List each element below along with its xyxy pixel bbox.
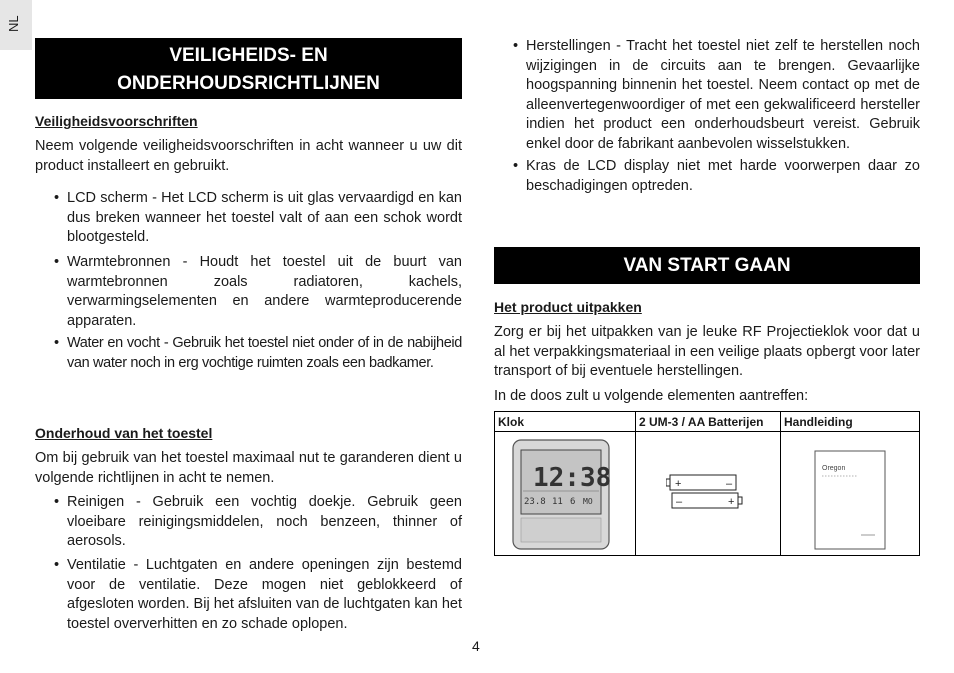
- maintenance-item-text: Ventilatie - Luchtgaten en andere openingen zijn bestemd voor de ventilatie. Deze mogen niet geblokkeerd of afgesloten worden. Bij het afsluiten van de luchtgaten kan het toestel oververhitten en zo schade oplopen.: [67, 557, 462, 632]
- manual-logo: Oregon: [822, 465, 846, 472]
- repair-item-text: Herstellingen - Tracht het toestel niet zelf te herstellen noch wijzigingen in de circuits aan te brengen. Gevaarlijke hoogspanning binnenin het toestel. Neem contact op met de alleenvertegenwoordiger of met een gekwalificeerd hersteller indien het product een onderhoudsbeurt vereist. Gebruik enkel door de fabrikant aanbevolen wisselstukken.: [526, 38, 920, 152]
- table-header-manual-label: Handleiding: [784, 415, 853, 429]
- manual-illustration: [813, 449, 889, 553]
- safety-item-water: [54, 334, 462, 373]
- repair-item: [513, 37, 920, 154]
- clock-temperature: 23.8: [524, 497, 546, 507]
- clock-date-month: 6: [570, 497, 576, 507]
- battery-2-terminal: [738, 497, 742, 504]
- language-code: NL: [6, 15, 21, 32]
- maintenance-item-cleaning: [54, 493, 462, 552]
- bullet-dot: •: [54, 190, 60, 206]
- safety-item-text: Warmtebronnen - Houdt het toestel uit de buurt van warmtebronnen zoals radiatoren, kachels, verwarmingselementen en andere warmteproducerende apparaten.: [67, 254, 462, 329]
- lcd-scratch-item: [513, 157, 920, 196]
- language-tab: [0, 0, 32, 50]
- banner-line-1: VEILIGHEIDS- EN: [169, 45, 328, 66]
- batteries-illustration: [666, 470, 746, 520]
- bullet-dot: •: [54, 335, 59, 351]
- safety-item-heat: [54, 253, 462, 331]
- table-header-batteries: [636, 412, 781, 432]
- table-divider: [635, 412, 636, 555]
- table-divider: [780, 412, 781, 555]
- bullet-dot: •: [54, 557, 60, 573]
- battery-1-minus: –: [726, 478, 733, 490]
- page-number: 4: [472, 638, 480, 654]
- contents-paragraph: In de doos zult u volgende elementen aantreffen:: [494, 388, 809, 404]
- table-header-clock-label: Klok: [498, 415, 525, 429]
- unpack-paragraph: Zorg er bij het uitpakken van je leuke RF Projectieklok voor dat u al het verpakkingsmateriaal in een veilige plaats opbergt voor later transport of bij eventuele herstellingen.: [494, 324, 920, 379]
- clock-illustration: [511, 438, 611, 551]
- safety-item-lcd: [54, 189, 462, 248]
- bullet-dot: •: [54, 494, 60, 510]
- bullet-dot: •: [513, 38, 519, 54]
- battery-1-plus: +: [675, 478, 682, 490]
- bullet-dot: •: [54, 254, 60, 270]
- maintenance-intro: Om bij gebruik van het toestel maximaal nut te garanderen dient u volgende richtlijnen in acht te nemen.: [35, 450, 462, 486]
- unpack-heading: Het product uitpakken: [494, 299, 642, 315]
- safety-item-text: LCD scherm - Het LCD scherm is uit glas vervaardigd en kan dus breken wanneer het toestel valt of aan een schok wordt blootgesteld.: [67, 190, 462, 245]
- maintenance-heading: Onderhoud van het toestel: [35, 425, 213, 441]
- safety-maintenance-banner: [35, 38, 462, 99]
- table-header-batteries-label: 2 UM-3 / AA Batterijen: [639, 415, 764, 429]
- safety-heading: Veiligheidsvoorschriften: [35, 113, 198, 129]
- clock-time: 12:38: [533, 463, 611, 493]
- table-header-manual: [781, 412, 920, 432]
- battery-2-minus: –: [676, 496, 683, 508]
- clock-lower-panel: [521, 518, 601, 542]
- contents-table: [494, 411, 920, 556]
- battery-2-plus: +: [728, 496, 735, 508]
- banner-line-2: ONDERHOUDSRICHTLIJNEN: [117, 73, 380, 94]
- clock-date-day: 11: [552, 497, 563, 507]
- clock-weekday: MO: [583, 497, 593, 506]
- maintenance-item-ventilation: [54, 556, 462, 634]
- maintenance-item-text: Reinigen - Gebruik een vochtig doekje. Gebruik geen vloeibare reinigingsmiddelen, noch benzeen, thinner of aerosols.: [67, 494, 462, 549]
- bullet-dot: •: [513, 158, 519, 174]
- table-header-clock: [495, 412, 636, 432]
- safety-item-text: Water en vocht - Gebruik het toestel niet onder of in de nabijheid van water noch in erg vochtige ruimten zoals een badkamer.: [67, 335, 462, 371]
- safety-intro: Neem volgende veiligheidsvoorschriften in acht wanneer u uw dit product installeert en gebruikt.: [35, 138, 462, 174]
- lcd-scratch-item-text: Kras de LCD display niet met harde voorwerpen daar zo beschadigingen optreden.: [526, 158, 920, 194]
- battery-1-terminal: [666, 479, 670, 486]
- getting-started-banner: VAN START GAAN: [494, 247, 920, 284]
